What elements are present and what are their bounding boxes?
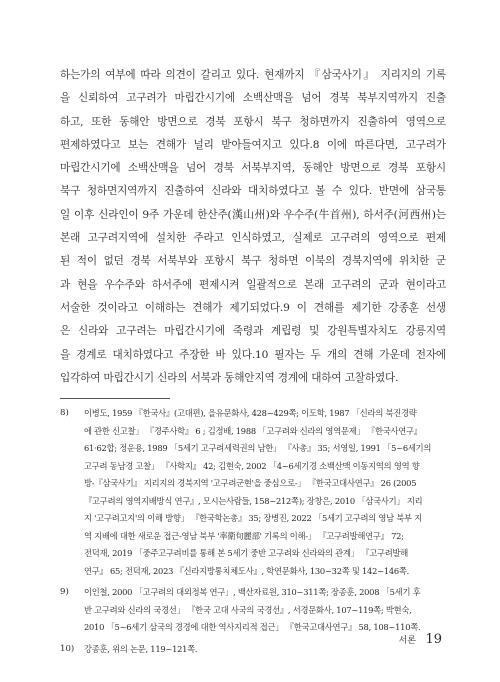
body-text-line: 된 적이 없던 경북 서북부와 포항시 북구 청하면 이북의 경북지역에 위치한 군 (60, 255, 446, 268)
footnote-number: 9) (60, 587, 69, 597)
body-text-line: 과 현을 우수주와 하서주에 편제시켜 일괄적으로 본래 고구려의 군과 현이라고 (60, 278, 446, 291)
body-text-line: 은 신라와 고구려는 마립간시기에 죽령과 계립령 및 강원특별자치도 강릉지역 (60, 325, 446, 338)
footnote-line: 지 '고구려고지'의 이해 방향」 『한국학논총』 35; 장병진, 2022 「5세기 고구려의 영남 북부 지 (84, 513, 422, 523)
body-text-line: 하고, 또한 동해안 방면으로 경북 포항시 북구 청하면까지 진출하여 영역으로 (60, 115, 446, 128)
footnote-line: 역 지배에 대한 새로운 접근-영남 북부 '率衛旬麗部' 기록의 이해-」 『고구려발해연구』 72; (84, 530, 404, 541)
footnote-line: 이인철, 2000 「고구려의 대외정복 연구」, 백산자료원, 310~311쪽; 장종훈, 2008 「5세기 후 (84, 587, 421, 597)
body-text-line: 북구 청하면지역까지 진출하여 신라와 대치하였다고 볼 수 있다. 반면에 삼국통 (60, 185, 446, 198)
footnote (60, 641, 446, 659)
page-number: 19 (425, 632, 442, 647)
body-text-line: 본래 고구려지역에 설치한 주라고 인식하였고, 실제로 고구려의 영역으로 편제 (60, 232, 446, 245)
body-text-line: 하는가의 여부에 따라 의견이 갈리고 있다. 현재까지 『삼국사기』 지리지의 기록 (60, 69, 446, 81)
footnote-line: 전덕재, 2019 「중주고구려비를 통해 본 5세기 중반 고구려와 신라와의 관계」 『고구려발해 (84, 548, 409, 558)
body-text-line: 마립간시기에 소백산맥을 넘어 경북 서북부지역, 동해안 방면으로 경북 포항시 (60, 162, 446, 175)
footnote-number: 8) (60, 408, 69, 418)
footnote (60, 405, 446, 580)
body-text-line: 서술한 것이라고 이해하는 견해가 제기되었다.9 이 견해를 제기한 강종훈 선생 (60, 301, 446, 314)
footnotes (60, 405, 446, 662)
footnote-line: 고구려 동남경 고찰」 『사학지』 42; 김현숙, 2002 「4~6세기경 소백산맥 이동지역의 영역 향 (84, 460, 420, 471)
footnote-line: 연구』 65; 전덕재, 2023 『신라지방통치체도사』, 학연문화사, 130~32쪽 및 142~146쪽. (84, 565, 410, 576)
page-footer (399, 632, 442, 647)
body-text-line: 을 신뢰하여 고구려가 마립간시기에 소백산맥을 넘어 경북 북부지역까지 진출 (60, 92, 446, 105)
footnote-line: 2010 「5~6세기 삼국의 경경에 대한 역사지리적 접근」 『한국고대사연구』 58, 108~110쪽. (84, 622, 421, 632)
body-text-line: 편제하였다고 보는 견해가 널리 받아들여지고 있다.8 이에 따른다면, 고구려가 (60, 138, 446, 151)
body-text-line: 입각하여 마립간시기 신라의 서북과 동해안지역 경계에 대하여 고찰하였다. (60, 371, 399, 384)
footnote-line: 강종훈, 위의 논문, 119~121쪽. (84, 643, 198, 654)
footnote-line: 반 고구려와 신라의 국경선」 『한국 고대 사국의 국경선』, 서경문화사, 107~119쪽; 박현숙, (84, 604, 412, 615)
body-text-line: 일 이후 신라인이 9주 가운데 한산주(漢山州)와 우수주(牛首州), 하서주(河西州)는 (60, 208, 446, 221)
footnote-divider (60, 398, 170, 399)
main-text (60, 64, 446, 390)
footnote-line: 61·62합; 정운용, 1989 「5세기 고구려세력권의 남한」 『사총』 35; 서영일, 1991 「5~6세기의 (84, 443, 432, 453)
footnote (60, 584, 446, 637)
footnote-line: 방-『삼국사기』 지리지의 경북지역 '고구려군현'을 중심으로-」 『한국고대사연구』 26 (2005 (84, 478, 417, 488)
body-text-line: 을 경계로 대치하였다고 주장한 바 있다.10 필자는 두 개의 견해 가운데 전자에 (60, 348, 446, 361)
section-label: 서론 (398, 636, 416, 646)
footnote-line: 이병도, 1959 『한국사』(고대편), 을유문화사, 428~429쪽; 이도학, 1987 「신라의 북진경략 (84, 408, 417, 418)
footnote-line: 에 관한 신고찰」 『경주사학』 6 ; 김정배, 1988 「고구려와 신라의 영역문제」 『한국사연구』 (84, 425, 422, 436)
footnote-number: 10) (60, 643, 75, 654)
footnote-line: 『고구려의 영역지배방식 연구』, 모시는사람들, 158~212쪽); 장창은, 2010 「삼국사기」 지리 (84, 495, 423, 506)
